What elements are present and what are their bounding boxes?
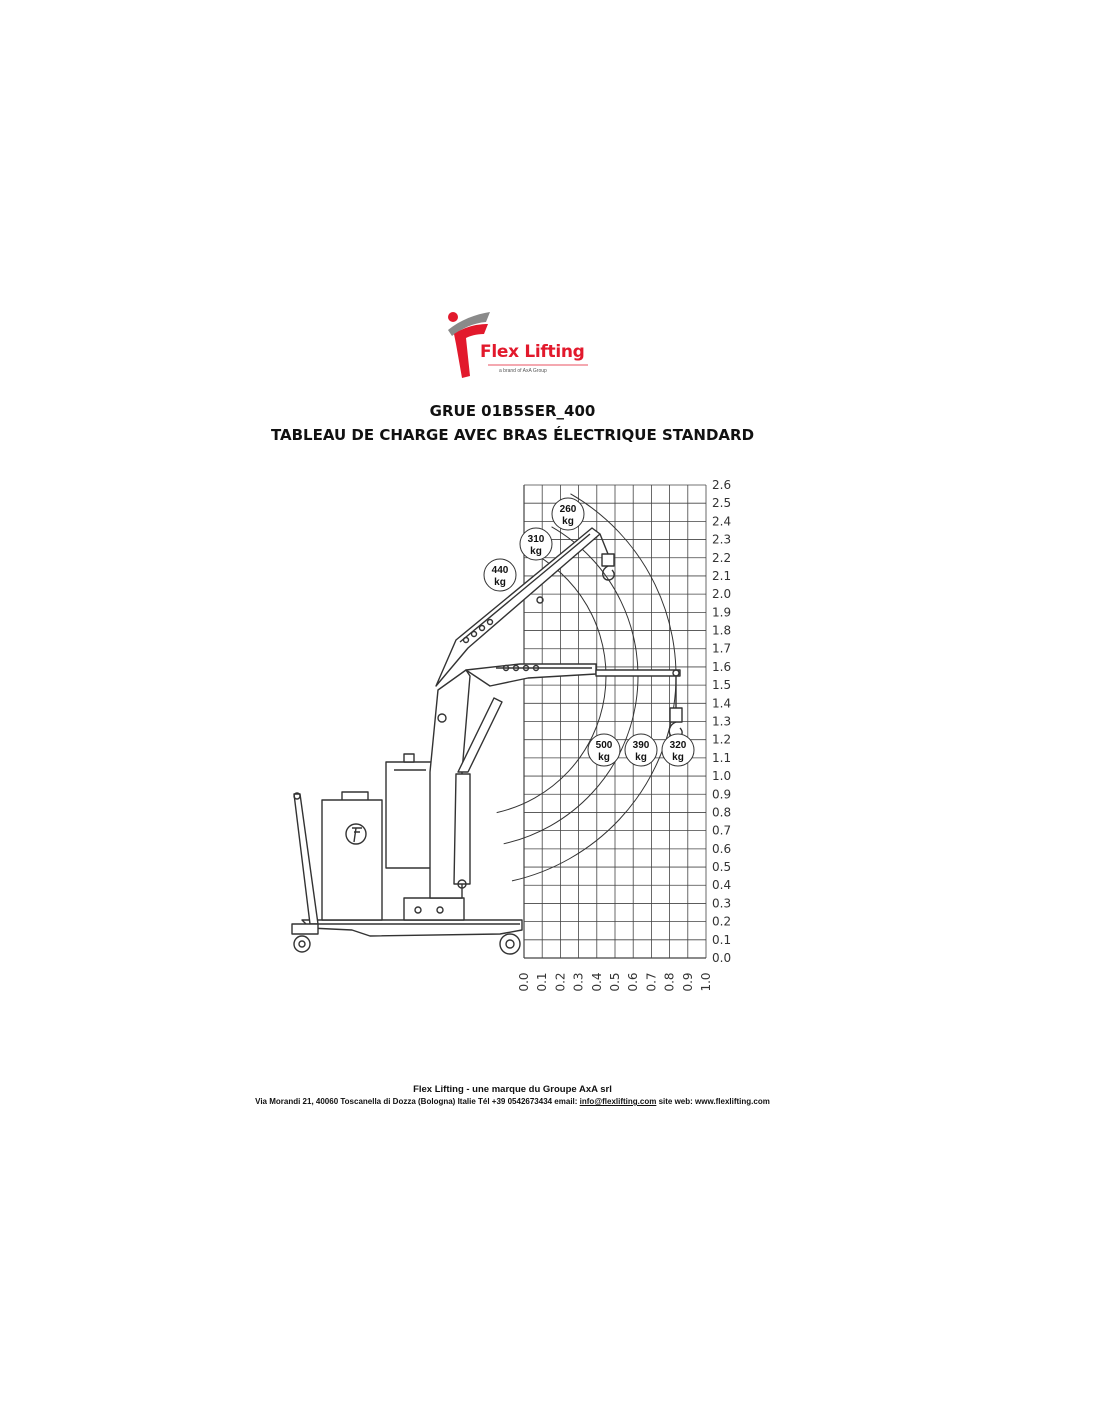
y-tick-label: 1.1	[712, 750, 732, 765]
footer-address: Via Morandi 21, 40060 Toscanella di Dozza (Bologna) Italie Tél +39 0542673434 email:	[255, 1097, 580, 1106]
load-unit-320: kg	[672, 752, 684, 763]
load-value-440: 440	[491, 565, 509, 576]
y-tick-label: 0.5	[712, 860, 732, 875]
y-tick-label: 0.3	[712, 896, 732, 911]
document-subtitle: TABLEAU DE CHARGE AVEC BRAS ÉLECTRIQUE STANDARD	[270, 426, 755, 444]
y-tick-label: 1.9	[712, 605, 732, 620]
footer-contact	[0, 1097, 1025, 1106]
x-tick-label: 0.2	[553, 972, 568, 992]
document-title: GRUE 01B5SER_400	[429, 402, 596, 420]
x-axis-ticks	[517, 972, 713, 991]
load-unit-310: kg	[530, 546, 542, 557]
load-bubble-260	[552, 498, 584, 530]
x-tick-label: 0.7	[644, 972, 659, 992]
y-tick-label: 2.4	[712, 514, 732, 529]
footer-email-link[interactable]: info@flexlifting.com	[579, 1097, 657, 1106]
y-tick-label: 2.1	[712, 568, 732, 583]
y-tick-label: 1.0	[712, 769, 732, 784]
load-value-310: 310	[527, 534, 545, 545]
y-tick-label: 1.8	[712, 623, 732, 638]
load-bubble-320	[662, 734, 694, 766]
crane-illustration	[292, 528, 682, 954]
y-tick-label: 0.1	[712, 932, 732, 947]
load-value-320: 320	[669, 740, 687, 751]
x-tick-label: 0.4	[589, 972, 604, 992]
load-unit-390: kg	[635, 752, 647, 763]
x-tick-label: 0.0	[517, 972, 531, 992]
load-value-260: 260	[559, 504, 577, 515]
y-tick-label: 1.2	[712, 732, 732, 747]
logo-tagline: a brand of AxA Group	[499, 368, 547, 374]
x-tick-label: 0.1	[535, 972, 550, 992]
y-tick-label: 2.3	[712, 532, 732, 547]
load-value-500: 500	[595, 740, 613, 751]
y-tick-label: 1.5	[712, 678, 732, 693]
y-tick-label: 2.2	[712, 550, 732, 565]
y-tick-label: 0.0	[712, 951, 732, 965]
x-tick-label: 0.6	[626, 972, 641, 992]
y-tick-label: 0.7	[712, 823, 732, 838]
logo-brand-name: Flex Lifting	[480, 342, 585, 362]
y-tick-label: 0.8	[712, 805, 732, 820]
y-axis-ticks	[712, 478, 731, 965]
load-unit-440: kg	[494, 577, 506, 588]
load-value-390: 390	[632, 740, 650, 751]
y-tick-label: 2.5	[712, 496, 732, 511]
y-tick-label: 1.3	[712, 714, 732, 729]
load-unit-500: kg	[598, 752, 610, 763]
x-tick-label: 0.5	[608, 972, 622, 992]
load-bubble-390	[625, 734, 657, 766]
y-tick-label: 2.6	[712, 478, 732, 492]
x-tick-label: 0.3	[571, 972, 586, 992]
y-tick-label: 1.6	[712, 659, 732, 674]
y-tick-label: 0.4	[712, 878, 732, 893]
load-bubble-500	[588, 734, 620, 766]
x-tick-label: 0.9	[680, 972, 695, 992]
y-tick-label: 2.0	[712, 587, 732, 602]
y-tick-label: 0.6	[712, 841, 732, 856]
load-unit-260: kg	[562, 516, 574, 527]
y-tick-label: 0.2	[712, 914, 732, 929]
load-chart	[270, 472, 770, 992]
footer-website: site web: www.flexlifting.com	[656, 1097, 770, 1106]
load-bubble-440	[484, 559, 516, 591]
y-tick-label: 0.9	[712, 787, 732, 802]
load-bubble-310	[520, 528, 552, 560]
y-tick-label: 1.4	[712, 696, 732, 711]
y-tick-label: 1.7	[712, 641, 732, 656]
footer-company: Flex Lifting - une marque du Groupe AxA srl	[413, 1084, 612, 1095]
x-tick-label: 1.0	[699, 972, 713, 992]
x-tick-label: 0.8	[662, 972, 677, 992]
